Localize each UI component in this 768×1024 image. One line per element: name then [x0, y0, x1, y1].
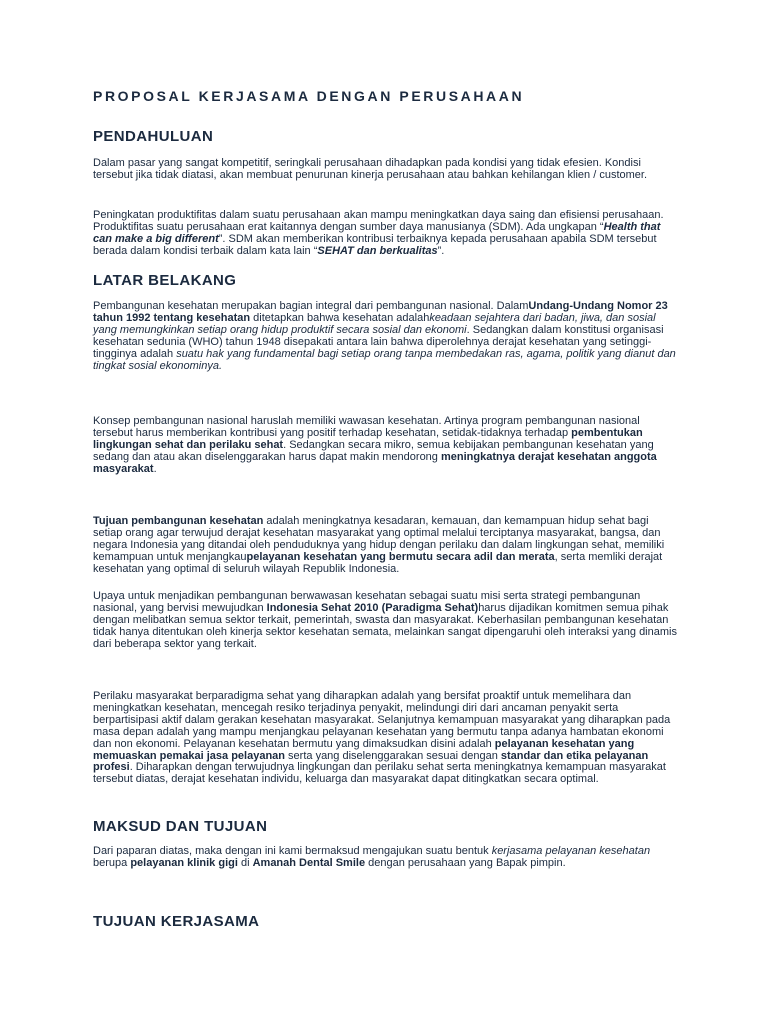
heading-tujuan-kerjasama: TUJUAN KERJASAMA [93, 913, 260, 930]
latar-paragraph-4: Upaya untuk menjadikan pembangunan berwawasan kesehatan sebagai suatu misi serta strategi pembangunan nasional, yang bervisi mewujudkan Indonesia Sehat 2010 (Paradigma Sehat)harus dijadikan komitmen semua pihak dengan melibatkan semua sektor terkait, pemerintah, swasta dan masyarakat. Keberhasilan pembangunan kesehatan tidak hanya ditentukan oleh kinerja sektor kesehatan semata, melainkan sangat dipengaruhi oleh interaksi yang dinamis dari beberapa sektor yang terkait. [93, 590, 677, 650]
maksud-paragraph-1: Dari paparan diatas, maka dengan ini kami bermaksud mengajukan suatu bentuk kerjasama pelayanan kesehatan berupa pelayanan klinik gigi di Amanah Dental Smile dengan perusahaan yang Bapak pimpin. [93, 845, 651, 869]
heading-maksud-dan-tujuan: MAKSUD DAN TUJUAN [93, 818, 268, 835]
document-title: PROPOSAL KERJASAMA DENGAN PERUSAHAAN [93, 88, 525, 104]
heading-pendahuluan: PENDAHULUAN [93, 128, 214, 145]
latar-paragraph-1: Pembangunan kesehatan merupakan bagian integral dari pembangunan nasional. DalamUndang-Undang Nomor 23 tahun 1992 tentang kesehatan ditetapkan bahwa kesehatan adalahkeadaan sejahtera dari badan, jiwa, dan sosial yang memungkinkan setiap orang hidup produktif secara sosial dan ekonomi. Sedangkan dalam konstitusi organisasi kesehatan sedunia (WHO) tahun 1948 disepakati antara lain bahwa diperolehnya derajat kesehatan yang setinggi-tingginya adalah suatu hak yang fundamental bagi setiap orang tanpa membedakan ras, agama, politik yang dianut dan tingkat sosial ekonominya. [93, 300, 676, 372]
latar-paragraph-2: Konsep pembangunan nasional haruslah memiliki wawasan kesehatan. Artinya program pembangunan nasional tersebut harus memberikan kontribusi yang positif terhadap kesehatan, setidak-tidaknya terhadap pembentukan lingkungan sehat dan perilaku sehat. Sedangkan secara mikro, semua kebijakan pembangunan kesehatan yang sedang dan atau akan diselenggarakan harus dapat makin mendorong meningkatnya derajat kesehatan anggota masyarakat. [93, 415, 657, 475]
latar-paragraph-5: Perilaku masyarakat berparadigma sehat yang diharapkan adalah yang bersifat proaktif untuk memelihara dan meningkatkan kesehatan, mencegah resiko terjadinya penyakit, melindungi diri dari ancaman penyakit serta berpartisipasi aktif dalam gerakan kesehatan masyarakat. Selanjutnya kemampuan masyarakat yang diharapkan pada masa depan adalah yang mampu menjangkau pelayanan kesehatan yang bermutu tanpa adanya hambatan ekonomi dan non ekonomi. Pelayanan kesehatan bermutu yang dimaksudkan disini adalah pelayanan kesehatan yang memuaskan pemakai jasa pelayanan serta yang diselenggarakan sesuai dengan standar dan etika pelayanan profesi. Diharapkan dengan terwujudnya lingkungan dan perilaku sehat serta meningkatnya kemampuan masyarakat tersebut diatas, derajat kesehatan individu, keluarga dan masyarakat dapat ditingkatkan secara optimal. [93, 690, 671, 786]
heading-latar-belakang: LATAR BELAKANG [93, 272, 237, 289]
latar-paragraph-3: Tujuan pembangunan kesehatan adalah meningkatnya kesadaran, kemauan, dan kemampuan hidup sehat bagi setiap orang agar terwujud derajat kesehatan masyarakat yang optimal melalui terciptanya masyarakat, bangsa, dan negara Indonesia yang ditandai oleh penduduknya yang hidup dengan perilaku dan dalam lingkungan sehat, memiliki kemampuan untuk menjangkaupelayanan kesehatan yang bermutu secara adil dan merata, serta memliki derajat kesehatan yang optimal di seluruh wilayah Republik Indonesia. [93, 515, 665, 575]
pendahuluan-paragraph-1: Dalam pasar yang sangat kompetitif, seringkali perusahaan dihadapkan pada kondisi yang tidak efesien. Kondisi tersebut jika tidak diatasi, akan membuat penurunan kinerja perusahaan atau bahkan kehilangan klien / customer. [93, 157, 648, 181]
pendahuluan-paragraph-2: Peningkatan produktifitas dalam suatu perusahaan akan mampu meningkatkan daya saing dan efisiensi perusahaan. Produktifitas suatu perusahaan erat kaitannya dengan sumber daya manusianya (SDM). Ada ungkapan “Health that can make a big different”. SDM akan memberikan kontribusi terbaiknya kepada perusahaan apabila SDM tersebut berada dalam kondisi terbaik dalam kata lain “SEHAT dan berkualitas”. [93, 209, 664, 257]
